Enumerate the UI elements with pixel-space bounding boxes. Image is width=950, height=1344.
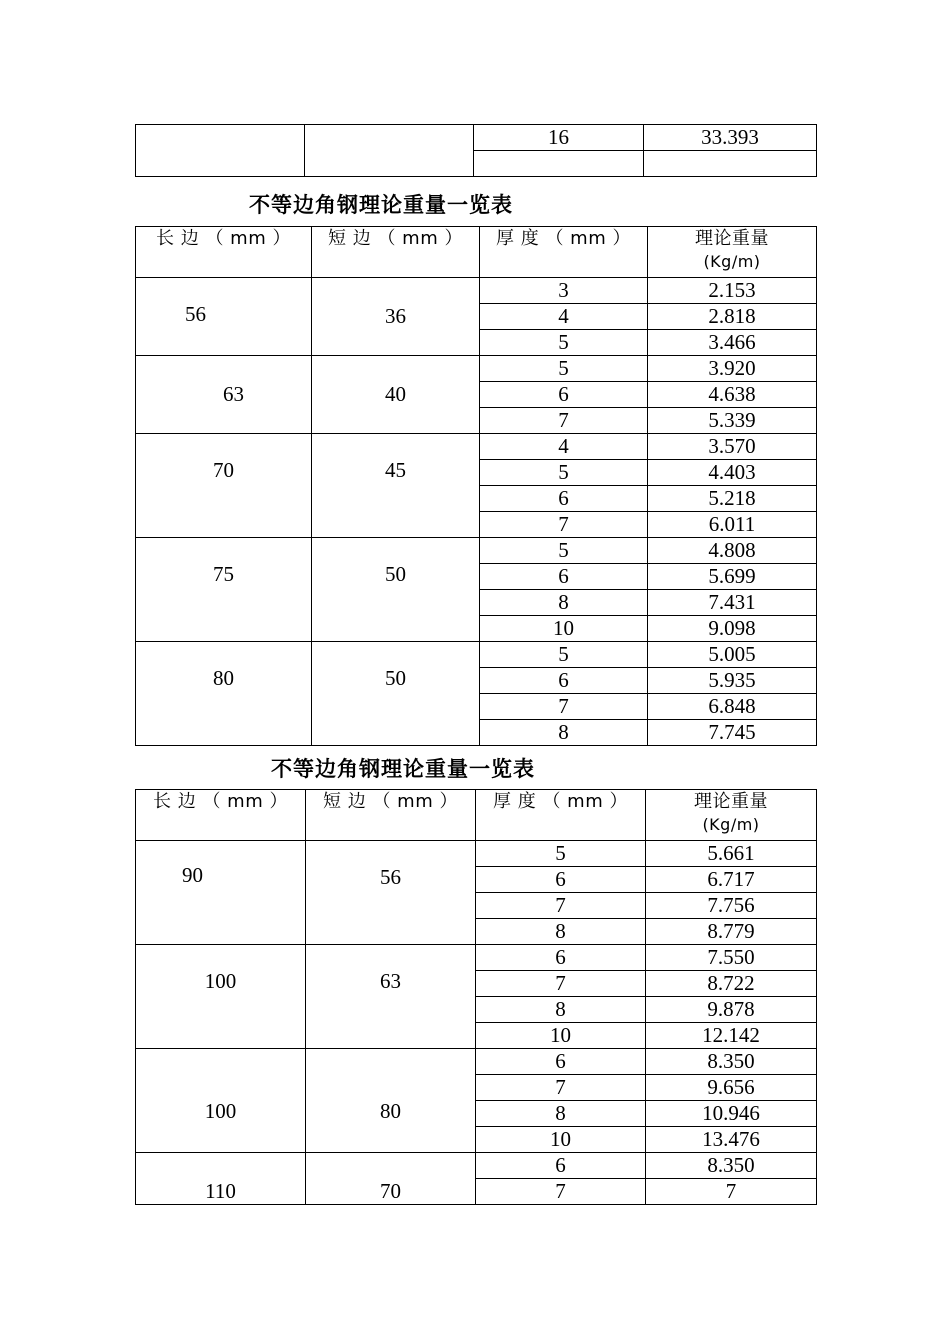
table-row <box>136 538 817 564</box>
cell-short-side: 36 <box>312 278 480 356</box>
long-side-value: 63 <box>223 382 244 406</box>
cell-thickness: 5 <box>480 538 648 564</box>
cell-thickness: 7 <box>476 971 646 997</box>
table-row <box>136 1049 817 1075</box>
cell-thickness: 8 <box>476 997 646 1023</box>
cell-weight: 5.339 <box>648 408 817 434</box>
header-weight <box>648 227 817 278</box>
fragment-cell-thickness: 16 <box>474 125 644 151</box>
table-row <box>136 356 817 382</box>
cell-long-side <box>136 356 312 434</box>
cell-thickness: 6 <box>476 945 646 971</box>
table-row <box>136 278 817 304</box>
cell-weight: 9.878 <box>646 997 817 1023</box>
cell-thickness: 10 <box>480 616 648 642</box>
cell-thickness: 5 <box>480 356 648 382</box>
cell-thickness: 8 <box>476 1101 646 1127</box>
table-row <box>136 1153 817 1179</box>
header-weight-unit: (Kg/m) <box>702 815 760 834</box>
header-short-side: 短 边 （ mm ） <box>312 227 480 278</box>
cell-short-side: 63 <box>306 945 476 1049</box>
cell-thickness: 7 <box>476 1075 646 1101</box>
cell-weight: 8.779 <box>646 919 817 945</box>
cell-thickness: 7 <box>480 512 648 538</box>
cell-long-side: 75 <box>136 538 312 642</box>
cell-thickness: 6 <box>476 867 646 893</box>
header-weight-unit: (Kg/m) <box>703 252 761 271</box>
top-fragment-table <box>135 124 817 177</box>
cell-short-side: 45 <box>312 434 480 538</box>
cell-thickness: 10 <box>476 1127 646 1153</box>
cell-weight: 6.011 <box>648 512 817 538</box>
table1 <box>135 226 817 746</box>
cell-short-side: 56 <box>306 841 476 945</box>
cell-weight: 6.848 <box>648 694 817 720</box>
table2-header-row <box>136 790 817 841</box>
cell-weight: 6.717 <box>646 867 817 893</box>
cell-weight: 2.818 <box>648 304 817 330</box>
cell-weight: 10.946 <box>646 1101 817 1127</box>
cell-weight: 7.756 <box>646 893 817 919</box>
cell-weight: 7 <box>646 1179 817 1205</box>
cell-weight: 5.218 <box>648 486 817 512</box>
cell-thickness: 5 <box>480 330 648 356</box>
cell-thickness: 4 <box>480 434 648 460</box>
cell-thickness: 7 <box>480 408 648 434</box>
cell-weight: 3.570 <box>648 434 817 460</box>
cell-weight: 7.745 <box>648 720 817 746</box>
cell-weight: 9.098 <box>648 616 817 642</box>
cell-thickness: 5 <box>476 841 646 867</box>
header-long-side: 长 边 （ mm ） <box>136 227 312 278</box>
cell-short-side: 50 <box>312 642 480 746</box>
cell-short-side: 50 <box>312 538 480 642</box>
cell-thickness: 6 <box>480 486 648 512</box>
fragment-cell-weight <box>644 151 817 177</box>
cell-weight: 7.550 <box>646 945 817 971</box>
cell-weight: 5.005 <box>648 642 817 668</box>
cell-thickness: 3 <box>480 278 648 304</box>
header-weight-label: 理论重量 <box>694 791 768 812</box>
cell-short-side: 70 <box>306 1153 476 1205</box>
cell-thickness: 6 <box>476 1153 646 1179</box>
cell-weight: 8.350 <box>646 1153 817 1179</box>
cell-weight: 5.935 <box>648 668 817 694</box>
cell-weight: 4.403 <box>648 460 817 486</box>
cell-long-side: 80 <box>136 642 312 746</box>
cell-thickness: 8 <box>480 720 648 746</box>
cell-thickness: 8 <box>480 590 648 616</box>
cell-thickness: 6 <box>476 1049 646 1075</box>
cell-weight: 4.638 <box>648 382 817 408</box>
cell-thickness: 7 <box>476 893 646 919</box>
cell-weight: 5.661 <box>646 841 817 867</box>
table2-title: 不等边角钢理论重量一览表 <box>271 757 535 781</box>
table2 <box>135 789 817 1205</box>
header-weight-label: 理论重量 <box>695 228 769 249</box>
fragment-cell-short <box>305 125 474 177</box>
header-thickness: 厚 度 （ mm ） <box>480 227 648 278</box>
cell-weight: 5.699 <box>648 564 817 590</box>
cell-thickness: 5 <box>480 642 648 668</box>
cell-short-side: 40 <box>312 356 480 434</box>
cell-long-side: 100 <box>136 945 306 1049</box>
cell-weight: 7.431 <box>648 590 817 616</box>
long-side-value: 90 <box>182 863 203 887</box>
cell-thickness: 8 <box>476 919 646 945</box>
cell-long-side: 100 <box>136 1049 306 1153</box>
cell-weight: 3.466 <box>648 330 817 356</box>
table-row <box>136 945 817 971</box>
cell-thickness: 4 <box>480 304 648 330</box>
cell-weight: 3.920 <box>648 356 817 382</box>
cell-long-side <box>136 841 306 945</box>
cell-thickness: 7 <box>480 694 648 720</box>
cell-weight: 13.476 <box>646 1127 817 1153</box>
cell-thickness: 6 <box>480 564 648 590</box>
cell-long-side: 70 <box>136 434 312 538</box>
fragment-cell-weight: 33.393 <box>644 125 817 151</box>
cell-thickness: 6 <box>480 382 648 408</box>
header-short-side: 短 边 （ mm ） <box>306 790 476 841</box>
header-thickness: 厚 度 （ mm ） <box>476 790 646 841</box>
cell-long-side <box>136 278 312 356</box>
table-row <box>136 642 817 668</box>
table1-title: 不等边角钢理论重量一览表 <box>249 193 513 217</box>
table-row <box>136 841 817 867</box>
cell-thickness: 7 <box>476 1179 646 1205</box>
cell-short-side: 80 <box>306 1049 476 1153</box>
cell-weight: 4.808 <box>648 538 817 564</box>
cell-weight: 2.153 <box>648 278 817 304</box>
header-weight <box>646 790 817 841</box>
cell-thickness: 6 <box>480 668 648 694</box>
fragment-cell-thickness <box>474 151 644 177</box>
long-side-value: 56 <box>185 302 206 326</box>
cell-thickness: 5 <box>480 460 648 486</box>
cell-weight: 8.722 <box>646 971 817 997</box>
fragment-cell-long <box>136 125 305 177</box>
table-row <box>136 125 817 151</box>
cell-thickness: 10 <box>476 1023 646 1049</box>
header-long-side: 长 边 （ mm ） <box>136 790 306 841</box>
table-row <box>136 434 817 460</box>
cell-weight: 12.142 <box>646 1023 817 1049</box>
table1-header-row <box>136 227 817 278</box>
cell-weight: 8.350 <box>646 1049 817 1075</box>
cell-weight: 9.656 <box>646 1075 817 1101</box>
cell-long-side: 110 <box>136 1153 306 1205</box>
